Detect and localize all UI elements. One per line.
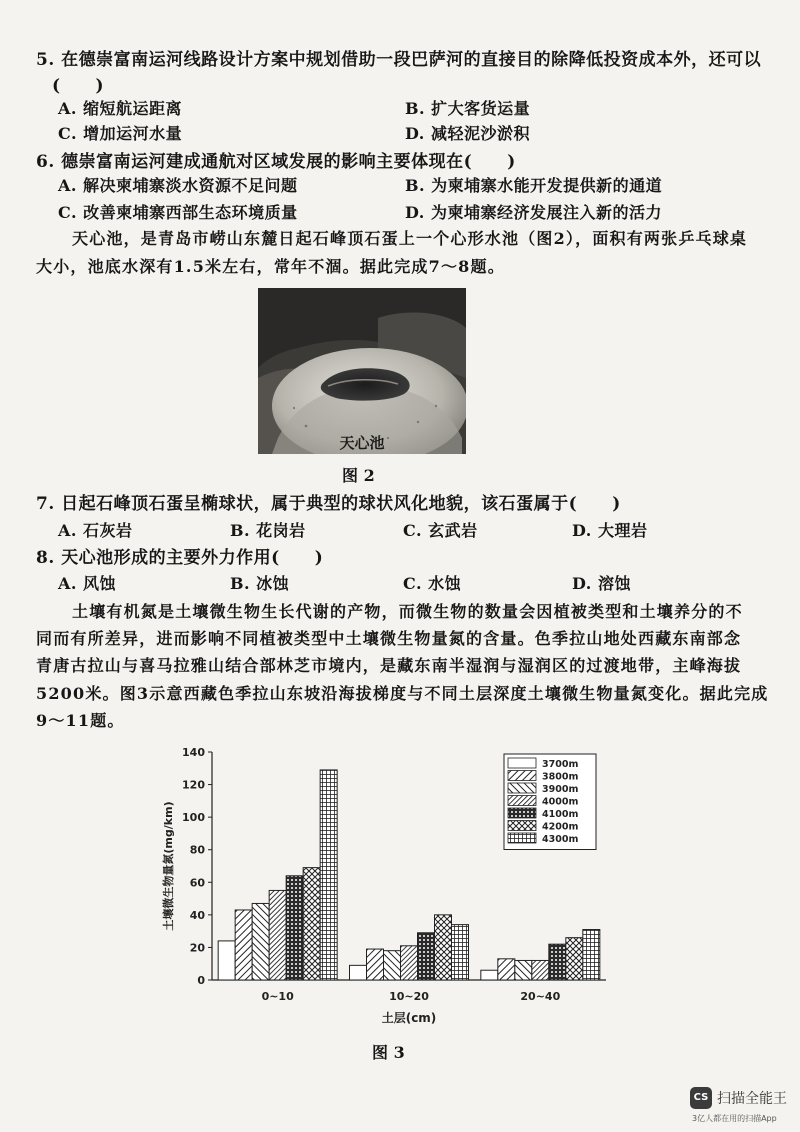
q8-option-c: C. 水蚀 [403,574,462,593]
legend-label: 4100m [542,809,579,820]
figure3-bar-chart [150,742,620,1032]
intro2-line2: 同而有所差异，进而影响不同植被类型中土壤微生物量氮的含量。色季拉山地处西藏东南部念 [36,629,742,648]
bar-4000m-0~10 [269,890,286,980]
x-tick-label: 20~40 [520,990,561,1003]
q7-stem: 7. 日起石峰顶石蛋呈椭球状，属于典型的球状风化地貌，该石蛋属于( ) [36,494,621,514]
bar-3800m-10~20 [367,949,384,980]
q5-option-d: D. 减轻泥沙淤积 [405,124,530,143]
q5-stem-line2: ( ) [52,76,105,96]
bar-3700m-0~10 [218,941,235,980]
legend-swatch [508,758,536,768]
y-tick-label: 20 [189,941,205,955]
bar-3800m-0~10 [235,910,252,980]
legend-swatch [508,783,536,793]
q5-option-a: A. 缩短航运距离 [58,99,183,118]
legend-label: 3800m [542,771,579,783]
legend-label: 4000m [542,796,579,808]
scanner-slogan: 3亿人都在用的扫描App [692,1114,777,1123]
bar-3900m-0~10 [252,903,269,980]
y-tick-label: 120 [182,778,205,792]
x-tick-label: 10~20 [389,990,429,1003]
bar-4000m-20~40 [532,960,549,980]
y-tick-label: 0 [197,974,205,987]
q8-option-d: D. 溶蚀 [572,574,631,593]
q6-option-b: B. 为柬埔寨水能开发提供新的通道 [405,176,663,195]
q8-option-b: B. 冰蚀 [230,574,290,593]
bar-4100m-0~10 [286,876,303,980]
q7-option-b: B. 花岗岩 [230,521,306,540]
bar-3800m-20~40 [498,959,515,980]
q5-stem-line1: 5. 在德崇富南运河线路设计方案中规划借助一段巴萨河的直接目的除降低投资成本外，还可以 [36,50,762,70]
bar-4200m-0~10 [303,868,320,980]
bar-3700m-10~20 [350,965,367,980]
q8-option-a: A. 风蚀 [58,574,117,593]
y-tick-label: 140 [182,746,205,759]
intro2-line4: 5200米。图3示意西藏色季拉山东坡沿海拔梯度与不同土层深度土壤微生物量氮变化。据此完成 [36,684,769,703]
scanner-logo-icon: CS [690,1087,712,1109]
figure3-caption: 图 3 [372,1043,405,1062]
scanner-app-name: 扫描全能王 [717,1091,787,1107]
y-axis-label: 土壤微生物量氮(mg/km) [162,801,175,931]
scanner-watermark [690,1087,798,1127]
bar-4100m-10~20 [418,933,435,980]
bar-4000m-10~20 [401,946,418,980]
legend-swatch [508,796,536,806]
intro2-line5: 9～11题。 [36,711,125,730]
x-axis-label: 土层(cm) [381,1011,437,1025]
figure2-photo [258,288,466,454]
q5-option-c: C. 增加运河水量 [58,124,183,143]
bar-3900m-10~20 [384,951,401,980]
bar-3900m-20~40 [515,960,532,980]
q8-stem: 8. 天心池形成的主要外力作用( ) [36,548,324,568]
legend-swatch [508,808,536,818]
bar-3700m-20~40 [481,970,498,980]
figure2-caption: 图 2 [342,466,375,485]
q6-option-c: C. 改善柬埔寨西部生态环境质量 [58,203,298,222]
intro2-line3: 青唐古拉山与喜马拉雅山结合部林芝市境内，是藏东南半湿润与湿润区的过渡地带，主峰海拔 [36,656,742,675]
legend-label: 3900m [542,784,579,795]
bar-4200m-10~20 [435,915,452,980]
bar-4100m-20~40 [549,944,566,980]
y-tick-label: 100 [182,811,205,825]
x-tick-label: 0~10 [261,990,294,1003]
intro1-line2: 大小，池底水深有1.5米左右，常年不涸。据此完成7～8题。 [36,257,505,276]
q7-option-a: A. 石灰岩 [58,521,133,540]
legend-swatch [508,771,536,781]
y-tick-label: 60 [189,876,205,890]
q7-option-c: C. 玄武岩 [403,521,478,540]
y-tick-label: 80 [189,843,205,857]
q6-option-a: A. 解决柬埔寨淡水资源不足问题 [58,176,298,195]
q7-option-d: D. 大理岩 [572,521,648,540]
intro1-line1: 天心池，是青岛市崂山东麓日起石峰顶石蛋上一个心形水池（图2），面积有两张乒乓球桌 [72,229,748,248]
legend-label: 4300m [542,834,579,845]
q6-stem: 6. 德崇富南运河建成通航对区域发展的影响主要体现在( ) [36,152,516,172]
legend-swatch [508,821,536,831]
bar-4300m-0~10 [320,770,337,980]
legend-swatch [508,833,536,843]
bar-4300m-10~20 [452,925,469,980]
y-tick-label: 40 [189,908,205,922]
bar-4200m-20~40 [566,938,583,980]
q5-option-b: B. 扩大客货运量 [405,99,531,118]
legend-label: 3700m [542,759,579,770]
intro2-line1: 土壤有机氮是土壤微生物生长代谢的产物，而微生物的数量会因植被类型和土壤养分的不 [72,602,743,621]
legend-label: 4200m [542,821,579,833]
figure2-photo-label: 天心池 [339,434,385,452]
q6-option-d: D. 为柬埔寨经济发展注入新的活力 [405,203,662,222]
bar-4300m-20~40 [583,930,600,980]
